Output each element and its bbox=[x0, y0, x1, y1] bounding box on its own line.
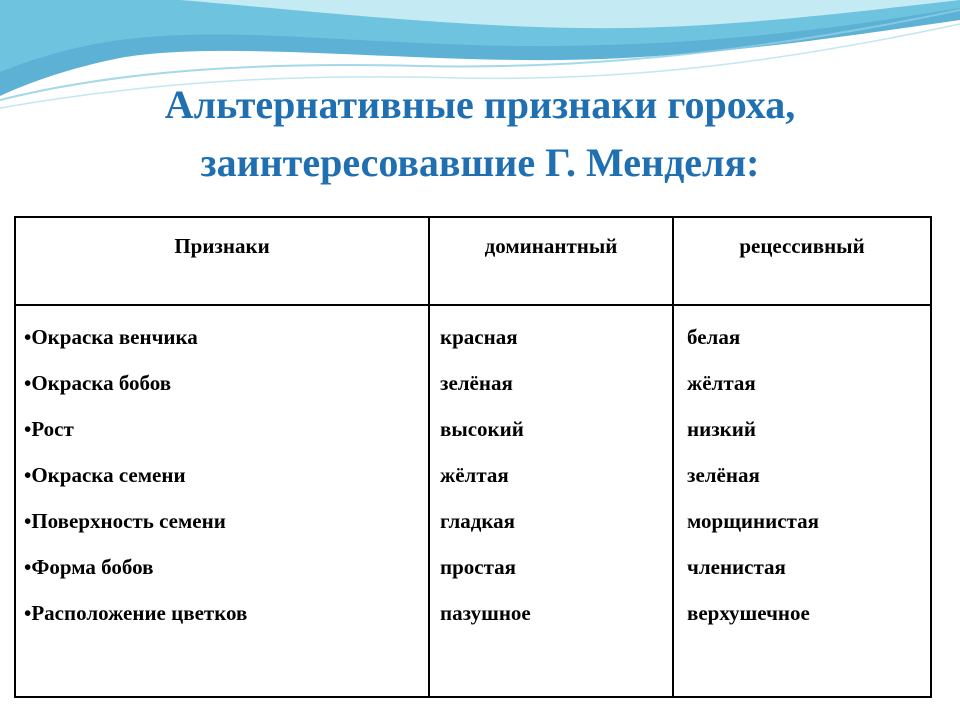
trait-item: •Окраска венчика bbox=[24, 325, 198, 349]
trait-item: •Рост bbox=[24, 417, 74, 441]
trait-item: •Окраска бобов bbox=[24, 371, 172, 395]
dominant-item: простая bbox=[440, 555, 517, 579]
header-traits: Признаки bbox=[15, 217, 429, 305]
dominant-item: высокий bbox=[440, 417, 524, 441]
dominant-item: жёлтая bbox=[440, 463, 509, 487]
dominant-item: зелёная bbox=[440, 371, 513, 395]
recessive-item: низкий bbox=[687, 417, 756, 441]
trait-item: •Поверхность семени bbox=[24, 509, 226, 533]
table-row bbox=[15, 305, 931, 697]
header-recessive: рецессивный bbox=[673, 217, 931, 305]
dominant-item: красная bbox=[440, 325, 518, 349]
recessive-item: зелёная bbox=[687, 463, 760, 487]
dominant-item: гладкая bbox=[440, 509, 516, 533]
trait-item: •Расположение цветков bbox=[24, 601, 248, 625]
recessive-item: членистая bbox=[687, 555, 786, 579]
table-header-row bbox=[15, 217, 931, 305]
traits-table bbox=[14, 216, 932, 698]
recessive-item: морщинистая bbox=[687, 509, 819, 533]
title-line-2: заинтересовавшие Г. Менделя: bbox=[200, 140, 760, 185]
recessive-item: белая bbox=[687, 325, 741, 349]
header-dominant: доминантный bbox=[429, 217, 673, 305]
trait-item: •Форма бобов bbox=[24, 555, 154, 579]
recessive-item: верхушечное bbox=[687, 601, 810, 625]
dominant-cell bbox=[429, 305, 673, 697]
recessive-cell bbox=[673, 305, 931, 697]
trait-item: •Окраска семени bbox=[24, 463, 186, 487]
title-line-1: Альтернативные признаки гороха, bbox=[164, 82, 796, 127]
recessive-item: жёлтая bbox=[687, 371, 756, 395]
slide-title bbox=[0, 76, 960, 192]
dominant-item: пазушное bbox=[440, 601, 531, 625]
traits-cell bbox=[15, 305, 429, 697]
